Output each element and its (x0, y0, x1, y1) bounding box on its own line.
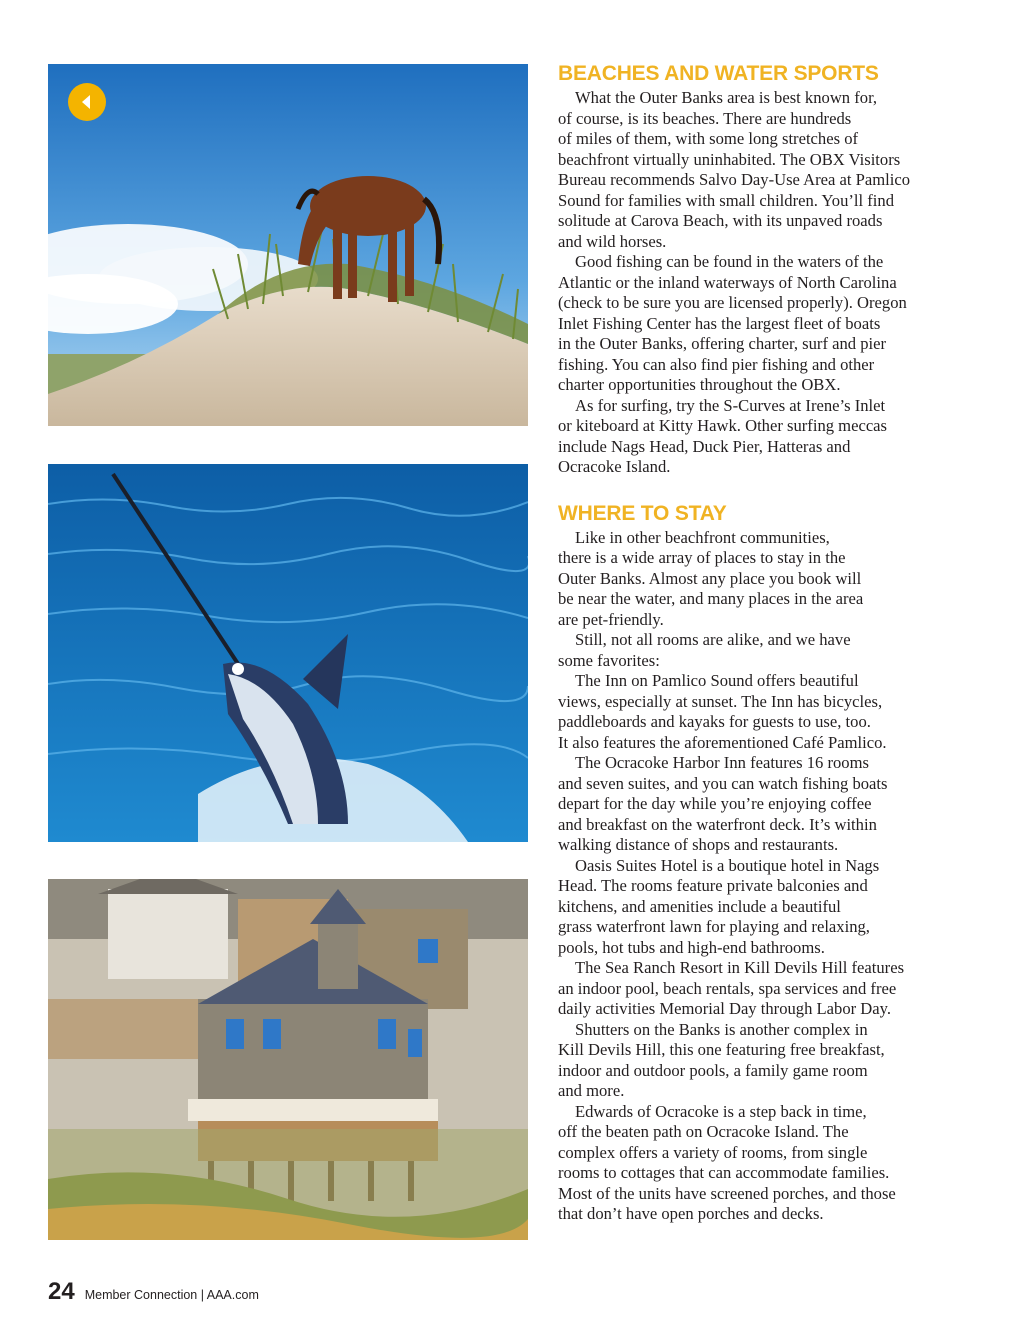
paragraph: Like in other beachfront communities, there is a wide array of places to stay in the Outer Banks. Almost any place you book will be near the water, and many places in the area are pet-friendly. (558, 527, 864, 629)
horse-dune-photo (48, 64, 528, 426)
paragraph: The Sea Ranch Resort in Kill Devils Hill features an indoor pool, beach rentals, spa services and free daily activities Memorial Day through Labor Day. (558, 958, 905, 1018)
arrow-left-icon (78, 93, 96, 111)
paragraph: Good fishing can be found in the waters of the Atlantic or the inland waterways of North Carolina (check to be sure you are licensed properly). Oregon Inlet Fishing Center has the largest fleet of boats in the Outer Banks, offering charter, surf and pier fishing. You can also find pier fishing and other charter opportunities throughout the OBX. (558, 252, 907, 394)
paragraph: As for surfing, try the S-Curves at Irene’s Inlet or kiteboard at Kitty Hawk. Other surfing meccas include Nags Head, Duck Pier, Hatteras and Ocracoke Island. (558, 395, 888, 476)
beachfront-inn-photo (48, 879, 528, 1240)
paragraph: Edwards of Ocracoke is a step back in time, off the beaten path on Ocracoke Island. The complex offers a variety of rooms, from single rooms to cottages that can accommodate families. Most of the units have screened porches, and those that don’t have open porches and decks. (558, 1101, 896, 1223)
paragraph: Shutters on the Banks is another complex in Kill Devils Hill, this one featuring free breakfast, indoor and outdoor pools, a family game room and more. (558, 1019, 885, 1100)
paragraph: Still, not all rooms are alike, and we have some favorites: (558, 630, 851, 670)
footer-text: Member Connection | AAA.com (84, 1288, 259, 1302)
paragraph: Oasis Suites Hotel is a boutique hotel in Nags Head. The rooms feature private balconies and kitchens, and amenities include a beautiful grass waterfront lawn for playing and relaxing, pools, hot tubs and high-end bathrooms. (558, 855, 880, 957)
section-heading-beaches: BEACHES AND WATER SPORTS (558, 62, 879, 85)
section-heading-stay: WHERE TO STAY (558, 501, 727, 525)
page-footer (48, 1278, 259, 1306)
paragraph: The Ocracoke Harbor Inn features 16 rooms and seven suites, and you can watch fishing boats depart for the day while you’re enjoying coffee and breakfast on the waterfront deck. It’s within walking distance of shops and restaurants. (558, 753, 888, 854)
marlin-photo (48, 464, 528, 842)
paragraph: The Inn on Pamlico Sound offers beautiful views, especially at sunset. The Inn has bicycles, paddleboards and kayaks for guests to use, too. It also features the aforementioned Café Pamlico. (558, 671, 887, 752)
marlin-illustration (48, 464, 528, 842)
article-column (558, 60, 978, 1225)
page-number: 24 (48, 1278, 75, 1305)
paragraph: What the Outer Banks area is best known for, of course, is its beaches. There are hundreds of miles of them, with some long stretches of beachfront virtually uninhabited. The OBX Visitors Bureau recommends Salvo Day-Use Area at Pamlico Sound for families with small children. You’ll find solitude at Carova Beach, with its unpaved roads and wild horses. (558, 88, 911, 251)
horse-dune-illustration (48, 64, 528, 426)
back-button[interactable] (68, 83, 106, 121)
beachfront-inn-illustration (48, 879, 528, 1240)
